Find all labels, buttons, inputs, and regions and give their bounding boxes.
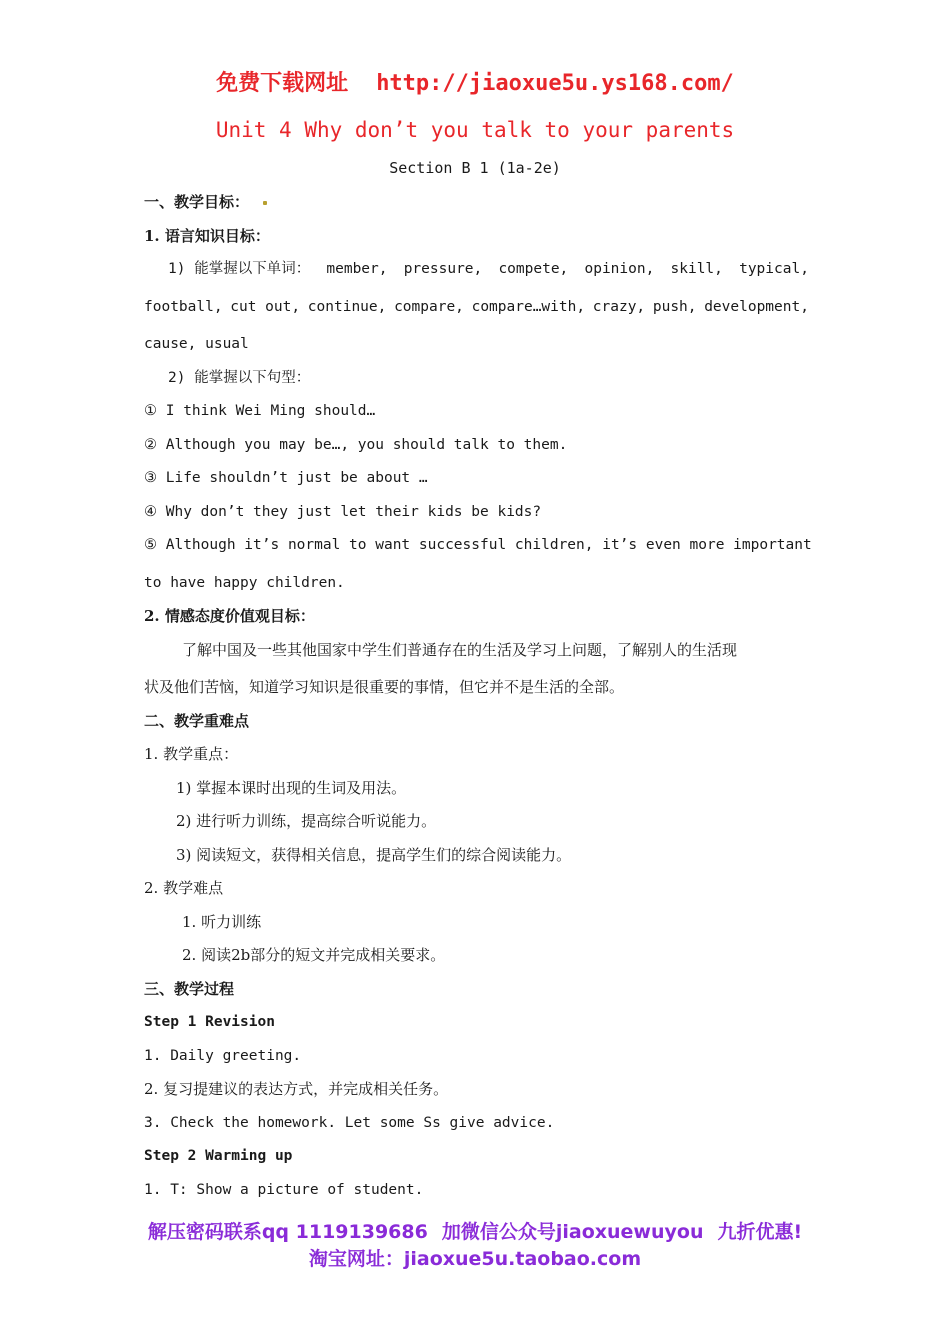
sentence-item: ⑤ Although it’s normal to want successful children, it’s even more important	[144, 537, 812, 553]
page-subtitle: Section B 1 (1a-2e)	[389, 159, 561, 177]
section-heading: 二、教学重难点	[144, 711, 250, 730]
wechat-text: 加微信公众号jiaoxuewuyou	[441, 1221, 704, 1243]
list-title: 1. 教学重点：	[144, 745, 239, 763]
list-item: 3) 阅读短文，获得相关信息，提高学生们的综合阅读能力。	[176, 845, 572, 864]
sentence-continuation: to have happy children.	[144, 574, 345, 591]
list-item: 1. T: Show a picture of student.	[144, 1181, 424, 1198]
list-item: 2) 进行听力训练，提高综合听说能力。	[176, 812, 437, 830]
header-url-link[interactable]: http://jiaoxue5u.ys168.com/	[376, 71, 734, 96]
page-title: Unit 4 Why don’t you talk to your parents	[215, 118, 735, 142]
step-heading: Step 1 Revision	[144, 1014, 275, 1030]
decorative-dot	[263, 201, 267, 205]
section-heading: 一、教学目标：	[144, 190, 809, 224]
vocab-line: cause, usual	[144, 336, 249, 352]
taobao-link[interactable]: 淘宝网址：jiaoxue5u.taobao.com	[308, 1248, 642, 1270]
vocab-line: 1) 能掌握以下单词： member, pressure, compete, opinion, skill, typical,	[168, 261, 809, 277]
paragraph-line: 状及他们苦恼，知道学习知识是很重要的事情，但它并不是生活的全部。	[144, 678, 625, 696]
list-item: 1. 听力训练	[182, 912, 262, 931]
sentence-intro: 2) 能掌握以下句型：	[168, 369, 311, 386]
sentence-item: ② Although you may be…, you should talk to them.	[144, 436, 568, 453]
step-heading: Step 2 Warming up	[144, 1148, 293, 1164]
promo-footer	[0, 1218, 950, 1272]
subsection-heading: 1. 语言知识目标：	[144, 226, 270, 245]
subsection-heading: 2. 情感态度价值观目标：	[144, 607, 315, 625]
sentence-item: ③ Life shouldn’t just be about …	[144, 470, 428, 486]
list-item: 2. 阅读2b部分的短文并完成相关要求。	[182, 946, 446, 964]
list-item: 2. 复习提建议的表达方式，并完成相关任务。	[144, 1080, 449, 1098]
discount-text: 九折优惠!	[717, 1221, 803, 1243]
sentence-item: ④ Why don’t they just let their kids be kids?	[144, 503, 542, 520]
download-header	[0, 66, 950, 97]
document-body	[144, 190, 812, 1211]
sentence-item: ① I think Wei Ming should…	[144, 403, 376, 419]
list-item: 1) 掌握本课时出现的生词及用法。	[176, 778, 407, 797]
list-item: 1. Daily greeting.	[144, 1047, 302, 1064]
contact-text: 解压密码联系qq 1119139686	[147, 1221, 428, 1243]
section-heading: 三、教学过程	[144, 979, 235, 998]
vocab-line: football, cut out, continue, compare, compare…with, crazy, push, development,	[144, 298, 809, 315]
list-title: 2. 教学难点	[144, 879, 224, 897]
header-label: 免费下载网址	[216, 71, 349, 96]
paragraph-line: 了解中国及一些其他国家中学生们普通存在的生活及学习上问题，了解别人的生活现	[182, 640, 738, 659]
list-item: 3. Check the homework. Let some Ss give advice.	[144, 1114, 555, 1131]
